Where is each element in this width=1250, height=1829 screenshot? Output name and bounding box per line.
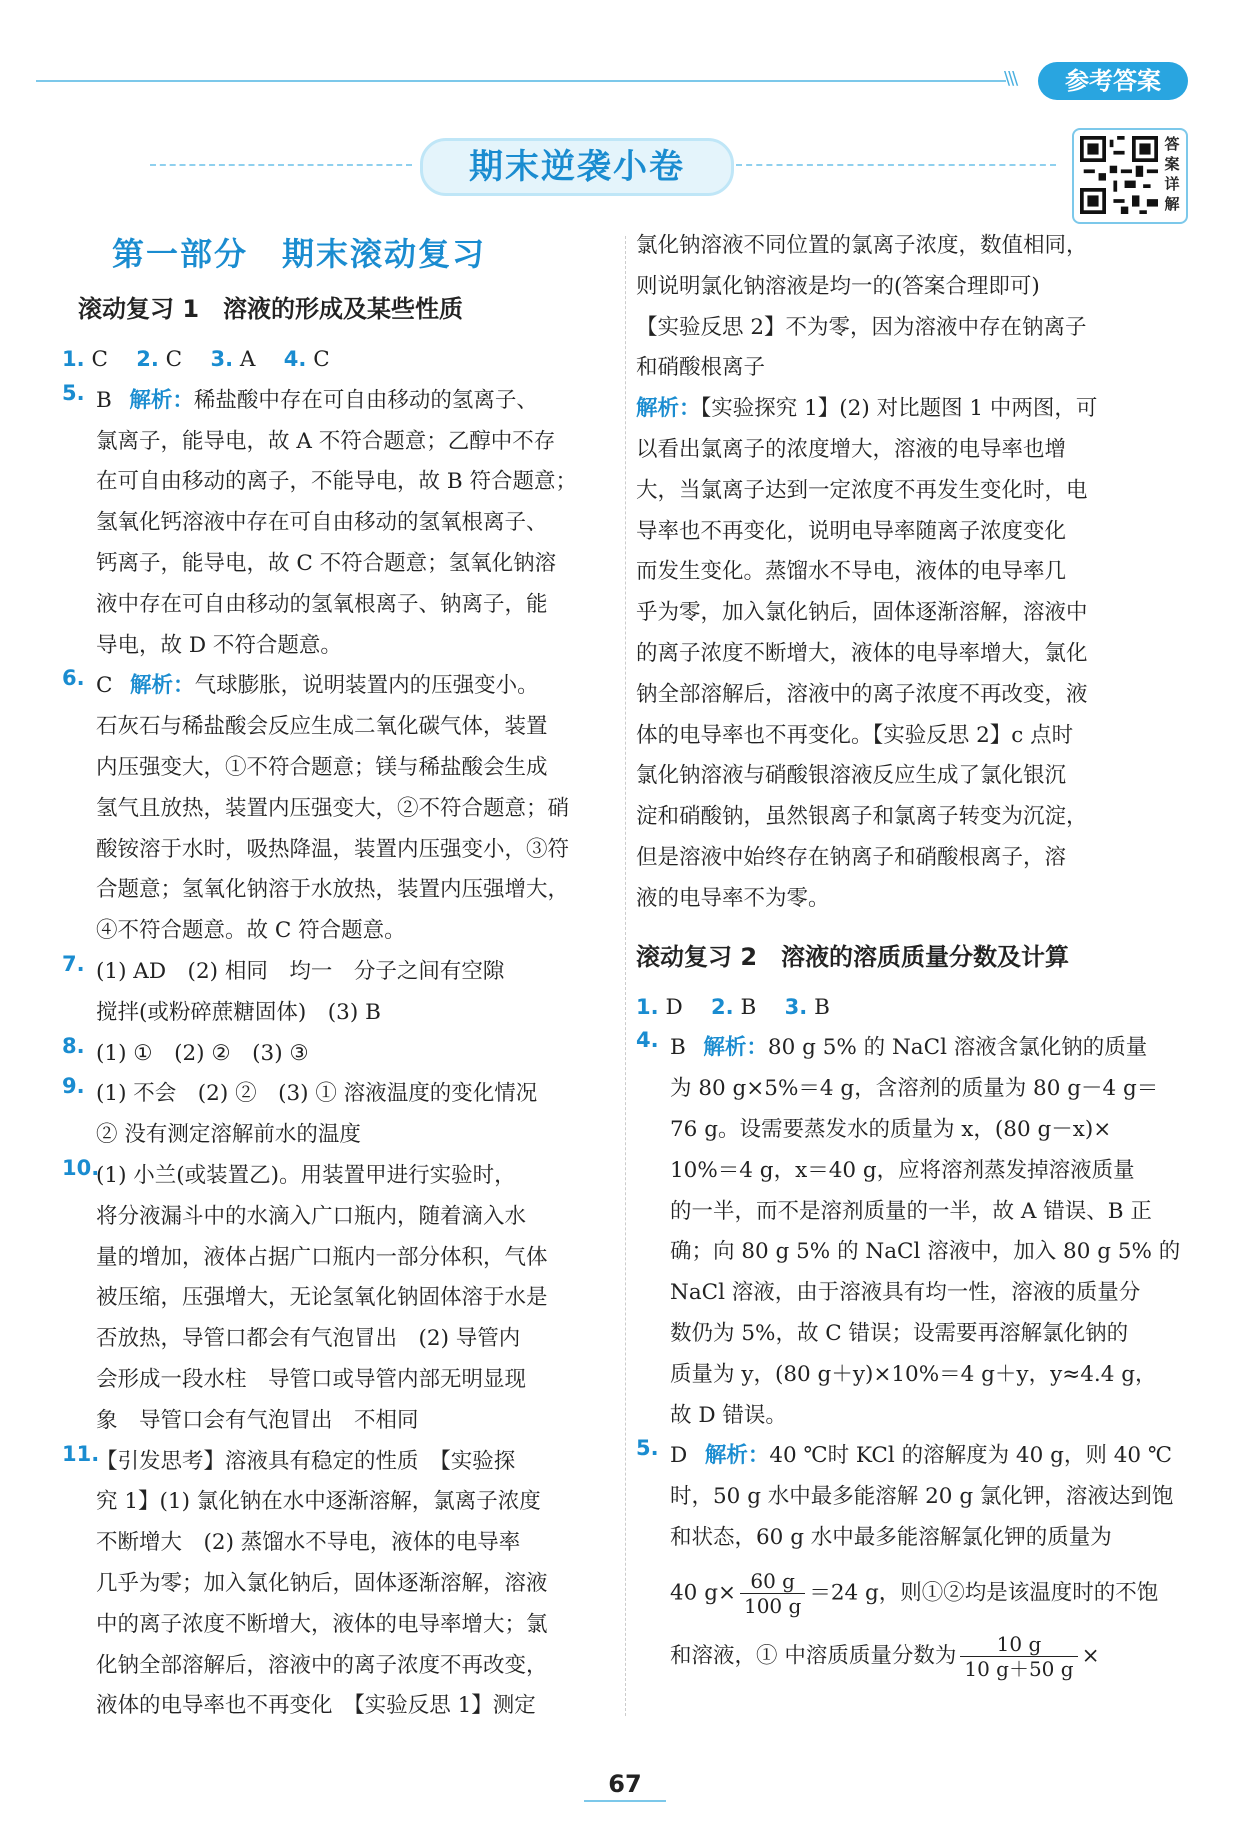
numerator: 10 g — [960, 1632, 1077, 1657]
denominator: 10 g＋50 g — [964, 1656, 1074, 1681]
text-line: 液的电导率不为零。 — [636, 885, 830, 911]
text-line: 石灰石与稀盐酸会反应生成二氧化碳气体，装置 — [96, 714, 548, 740]
analysis-label: 解析： — [129, 387, 194, 413]
q-answer: D — [665, 994, 683, 1020]
section-title-2: 滚动复习 2 溶液的溶质质量分数及计算 — [636, 942, 1070, 971]
q-number: 1. — [636, 994, 659, 1019]
equation-line — [670, 1569, 1192, 1618]
text-line: 液体的电导率也不再变化 【实验反思 1】测定 — [96, 1693, 536, 1719]
text-line: 内压强变大，①不符合题意；镁与稀盐酸会生成 — [96, 754, 548, 780]
text-line: 中的离子浓度不断增大，液体的电导率增大；氯 — [96, 1611, 548, 1637]
text-line: 体的电导率也不再变化。【实验反思 2】c 点时 — [636, 722, 1074, 748]
equation-line — [670, 1632, 1192, 1681]
text-line: 导电，故 D 不符合题意。 — [96, 632, 342, 658]
answer-item-5 — [62, 381, 622, 667]
text-line: ④不符合题意。故 C 符合题意。 — [96, 918, 406, 944]
text-line: 40 ℃时 KCl 的溶解度为 40 g，则 40 ℃ — [769, 1443, 1172, 1469]
text-line: 数仍为 5%，故 C 错误；设需要再溶解氯化钠的 — [670, 1320, 1129, 1346]
q-answer: C — [313, 347, 330, 372]
text-line: 量的增加，液体占据广口瓶内一部分体积，气体 — [96, 1244, 548, 1270]
q-answer: A — [239, 347, 256, 372]
text-line: 故 D 错误。 — [670, 1402, 787, 1428]
answer-badge: 参考答案 — [1038, 62, 1188, 100]
text-line: 气球膨胀，说明装置内的压强变小。 — [194, 673, 539, 699]
analysis-label: 解析： — [703, 1035, 768, 1061]
text-line: 会形成一段水柱 导管口或导管内部无明显现 — [96, 1366, 527, 1392]
left-column — [62, 226, 622, 1727]
text-line: 大，当氯离子达到一定浓度不再发生变化时，电 — [636, 477, 1088, 503]
text-line: 几乎为零；加入氯化钠后，固体逐渐溶解，溶液 — [96, 1570, 548, 1596]
answer-item-r4 — [636, 1028, 1192, 1436]
qr-label: 答案详解 — [1164, 135, 1180, 213]
denominator: 100 g — [743, 1593, 802, 1618]
header-rule — [36, 80, 1006, 82]
answer-item-7 — [62, 952, 622, 1034]
page-number-rule — [584, 1800, 666, 1802]
q-number: 5. — [62, 380, 85, 405]
numerator: 60 g — [740, 1569, 805, 1594]
text-line: 【实验反思 2】不为零，因为溶液中存在钠离子 — [636, 314, 1087, 340]
text-line: 氢氧化钙溶液中存在可自由移动的氢氧根离子、 — [96, 510, 548, 536]
q-number: 11. — [62, 1441, 100, 1466]
text-line: 氢气且放热，装置内压强变大，②不符合题意；硝 — [96, 795, 570, 821]
text-line: 和溶液，① 中溶质质量分数为 — [670, 1643, 957, 1669]
q-number: 4. — [283, 347, 307, 371]
text-line: 40 g× — [670, 1580, 736, 1606]
text-line: 但是溶液中始终存在钠离子和硝酸根离子，溶 — [636, 844, 1067, 870]
analysis-label: 解析： — [704, 1443, 770, 1469]
q-number: 3. — [784, 994, 808, 1019]
analysis-label: 解析： — [130, 673, 195, 699]
text-line: 究 1】(1) 氯化钠在水中逐渐溶解，氯离子浓度 — [96, 1489, 541, 1515]
q-number: 4. — [636, 1028, 659, 1053]
text-line: ＝24 g，则①②均是该温度时的不饱 — [809, 1580, 1159, 1606]
text-line: 的离子浓度不断增大，液体的电导率增大，氯化 — [636, 640, 1088, 666]
text-line: 化钠全部溶解后，溶液中的离子浓度不再改变， — [96, 1652, 548, 1678]
column-divider — [625, 236, 626, 1716]
text-line: 象 导管口会有气泡冒出 不相同 — [96, 1407, 419, 1433]
item-11-analysis — [636, 389, 1192, 919]
text-line: 将分液漏斗中的水滴入广口瓶内，随着滴入水 — [96, 1203, 527, 1229]
text-line: (1) AD (2) 相同 均一 分子之间有空隙 — [96, 958, 505, 984]
q-number: 2. — [711, 994, 734, 1019]
answer-item-8 — [62, 1034, 622, 1075]
text-line: 否放热，导管口都会有气泡冒出 (2) 导管内 — [96, 1326, 521, 1352]
q-number: 9. — [62, 1074, 85, 1099]
text-line: 酸铵溶于水时，吸热降温，装置内压强变小，③符 — [96, 836, 570, 862]
quick-answers-1 — [62, 340, 622, 381]
q-answer: C — [96, 673, 113, 699]
text-line: 而发生变化。蒸馏水不导电，液体的电导率几 — [636, 559, 1067, 585]
answer-item-9 — [62, 1074, 622, 1156]
banner-rule-left — [150, 164, 412, 166]
text-line: 氯离子，能导电，故 A 不符合题意；乙醇中不存 — [96, 428, 556, 454]
qr-code-box[interactable] — [1072, 128, 1188, 224]
q-number: 5. — [636, 1436, 659, 1461]
q-number: 3. — [210, 347, 234, 371]
text-line: 钙离子，能导电，故 C 不符合题意；氢氧化钠溶 — [96, 550, 557, 576]
text-line: 搅拌(或粉碎蔗糖固体) (3) B — [96, 999, 381, 1025]
q-number: 1. — [62, 347, 85, 371]
fraction — [740, 1569, 805, 1618]
text-line: (1) ① (2) ② (3) ③ — [96, 1040, 309, 1066]
answer-item-r5 — [636, 1436, 1192, 1680]
text-line: 和硝酸根离子 — [636, 355, 766, 381]
text-line: 合题意；氢氧化钠溶于水放热，装置内压强增大， — [96, 877, 570, 903]
text-line: 10%＝4 g，x＝40 g，应将溶剂蒸发掉溶液质量 — [670, 1157, 1135, 1183]
text-line: 的一半，而不是溶剂质量的一半，故 A 错误、B 正 — [670, 1198, 1152, 1224]
text-line: ② 没有测定溶解前水的温度 — [96, 1122, 361, 1148]
banner-rule-right — [736, 164, 1056, 166]
text-line: 液中存在可自由移动的氢氧根离子、钠离子，能 — [96, 591, 548, 617]
q-answer: C — [165, 347, 183, 372]
text-line: 80 g 5% 的 NaCl 溶液含氯化钠的质量 — [767, 1035, 1148, 1061]
exam-title-banner: 期末逆袭小卷 — [420, 138, 734, 196]
answer-item-10 — [62, 1156, 622, 1442]
text-line: 稀盐酸中存在可自由移动的氢离子、 — [193, 387, 538, 413]
item-11-continued — [636, 226, 1192, 389]
text-line: 导率也不再变化，说明电导率随离子浓度变化 — [636, 518, 1067, 544]
text-line: NaCl 溶液，由于溶液具有均一性，溶液的质量分 — [670, 1280, 1141, 1306]
right-column — [636, 226, 1192, 1681]
text-line: × — [1081, 1643, 1100, 1669]
text-line: (1) 不会 (2) ② (3) ① 溶液温度的变化情况 — [96, 1081, 538, 1107]
section-title-1: 滚动复习 1 溶液的形成及某些性质 — [78, 295, 464, 323]
q-number: 6. — [62, 666, 85, 691]
text-line: 确；向 80 g 5% 的 NaCl 溶液中，加入 80 g 5% 的 — [670, 1239, 1181, 1265]
text-line: 时，50 g 水中最多能溶解 20 g 氯化钾，溶液达到饱 — [670, 1484, 1174, 1510]
q-number: 7. — [62, 951, 85, 976]
text-line: 不断增大 (2) 蒸馏水不导电，液体的电导率 — [96, 1530, 521, 1556]
page-number: 67 — [608, 1770, 642, 1798]
analysis-label: 解析： — [636, 396, 701, 422]
fraction — [960, 1632, 1077, 1681]
text-line: 76 g。设需要蒸发水的质量为 x，(80 g－x)× — [670, 1116, 1112, 1142]
part-title: 第一部分 期末滚动复习 — [112, 235, 487, 273]
text-line: 被压缩，压强增大，无论氢氧化钠固体溶于水是 — [96, 1285, 548, 1311]
text-line: 钠全部溶解后，溶液中的离子浓度不再改变，液 — [636, 681, 1088, 707]
q-answer: B — [670, 1035, 686, 1061]
q-answer: D — [670, 1443, 688, 1469]
text-line: 在可自由移动的离子，不能导电，故 B 符合题意； — [96, 469, 577, 495]
q-number: 10. — [62, 1155, 100, 1180]
answer-item-11 — [62, 1442, 622, 1728]
answer-item-6 — [62, 666, 622, 952]
q-answer: B — [740, 994, 757, 1020]
text-line: 【引发思考】溶液具有稳定的性质 【实验探 — [96, 1448, 516, 1474]
text-line: 乎为零，加入氯化钠后，固体逐渐溶解，溶液中 — [636, 600, 1088, 626]
q-answer: B — [814, 994, 830, 1020]
text-line: 为 80 g×5%＝4 g，含溶剂的质量为 80 g－4 g＝ — [670, 1076, 1159, 1102]
text-line: 则说明氯化钠溶液是均一的(答案合理即可) — [636, 273, 1040, 299]
text-line: 质量为 y，(80 g＋y)×10%＝4 g＋y，y≈4.4 g， — [670, 1361, 1157, 1387]
text-line: 【实验探究 1】(2) 对比题图 1 中两图，可 — [700, 396, 1098, 422]
qr-code-icon — [1080, 136, 1158, 214]
q-number: 2. — [136, 347, 159, 371]
text-line: 以看出氯离子的浓度增大，溶液的电导率也增 — [636, 436, 1067, 462]
q-answer: B — [96, 387, 112, 413]
quick-answers-2 — [636, 988, 1192, 1029]
text-line: 氯化钠溶液不同位置的氯离子浓度，数值相同， — [636, 233, 1088, 258]
q-number: 8. — [62, 1033, 85, 1058]
header-ticks: \\\ — [1004, 68, 1017, 89]
q-answer: C — [91, 347, 108, 372]
text-line: (1) 小兰(或装置乙)。用装置甲进行实验时， — [96, 1162, 516, 1188]
text-line: 和状态，60 g 水中最多能溶解氯化钾的质量为 — [670, 1524, 1112, 1550]
text-line: 淀和硝酸钠，虽然银离子和氯离子转变为沉淀， — [636, 804, 1088, 830]
text-line: 氯化钠溶液与硝酸银溶液反应生成了氯化银沉 — [636, 763, 1067, 789]
